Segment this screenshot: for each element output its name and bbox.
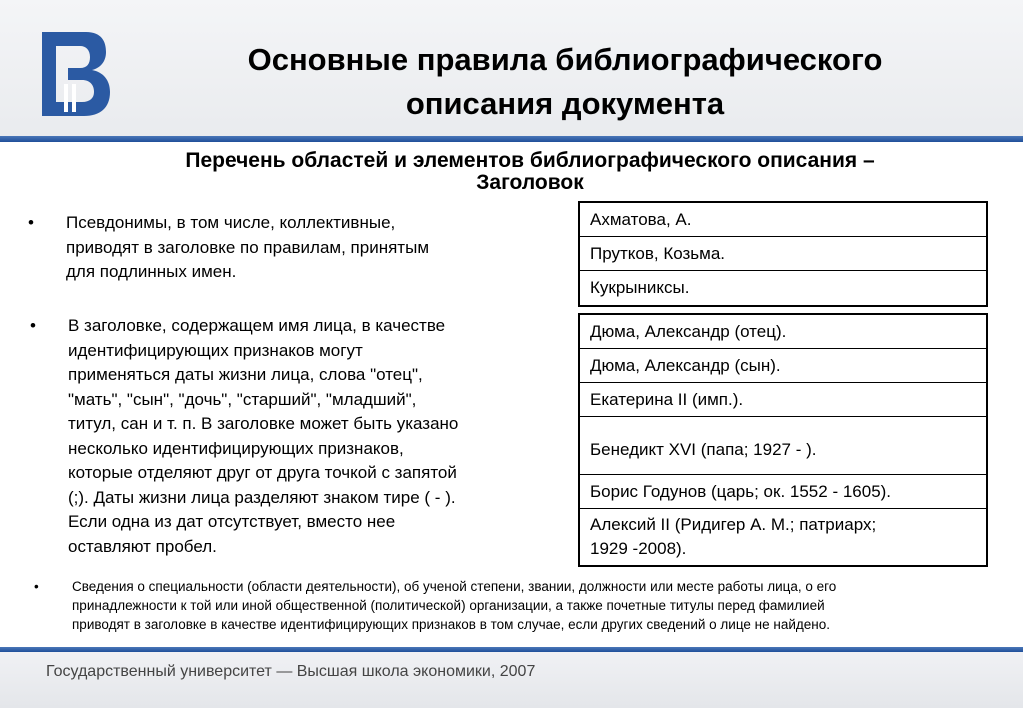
identifier-examples-box [578, 313, 988, 567]
text-line: идентифицирующих признаков могут [68, 340, 363, 360]
title-line: Основные правила библиографического [247, 42, 883, 77]
bullet-marker: • [30, 316, 36, 335]
example-cell: Кукрыниксы. [590, 278, 690, 297]
hse-logo-icon [40, 32, 112, 116]
title-line: описания документа [405, 86, 725, 121]
text-line: несколько идентифицирующих признаков, [68, 438, 404, 458]
example-cell [580, 315, 986, 349]
text-line: титул, сан и т. п. В заголовке может быть указано [68, 414, 459, 433]
bullet-identifiers [30, 314, 568, 559]
subtitle-line: Заголовок [476, 171, 584, 194]
text-line: В заголовке, содержащем имя лица, в качестве [68, 316, 446, 335]
example-cell [580, 383, 986, 417]
example-text: Борис Годунов (царь; ок. 1552 - 1605). [590, 481, 892, 501]
text-line: приводят в заголовке в качестве идентифицирующих признаков в том случае, если других сведений о лице не найдено. [72, 617, 830, 632]
page-title [140, 38, 990, 126]
text-line: которые отделяют друг от друга точкой с запятой [68, 463, 457, 482]
text-line: Псевдонимы, в том числе, коллективные, [66, 213, 396, 232]
text-line: (;). Даты жизни лица разделяют знаком тире ( - ). [68, 487, 456, 507]
example-cell [580, 349, 986, 383]
footer-text: Государственный университет — Высшая школа экономики, 2007 [46, 663, 536, 680]
text-line: Если одна из дат отсутствует, вместо нее [68, 512, 396, 531]
header-divider [0, 136, 1023, 142]
text-line: для подлинных имен. [66, 262, 237, 281]
section-subtitle [80, 150, 980, 194]
subtitle-line: Перечень областей и элементов библиографического описания – [185, 149, 875, 172]
pseudonym-examples-box [578, 201, 988, 307]
text-line: принадлежности к той или иной общественной (политической) организации, а также почетные титулы перед фамилией [72, 598, 825, 613]
example-cell: Прутков, Козьма. [580, 237, 986, 271]
example-cell: Ахматова, А. [580, 203, 986, 237]
example-text: 1929 -2008). [590, 539, 687, 558]
bullet-marker: • [34, 579, 39, 594]
bullet-specialty-info [34, 577, 992, 634]
text-line: Сведения о специальности (области деятельности), об ученой степени, звании, должности или месте работы лица, о его [72, 579, 837, 594]
example-cell [580, 509, 986, 565]
bullet-pseudonyms [28, 211, 546, 285]
text-line: приводят в заголовке по правилам, принятым [66, 237, 430, 257]
example-text: Алексий II (Ридигер А. М.; патриарх; [590, 515, 877, 534]
bullet-marker: • [28, 213, 34, 232]
example-cell [580, 417, 986, 475]
example-text: Дюма, Александр (сын). [590, 355, 781, 375]
example-text: Екатерина II (имп.). [590, 389, 744, 409]
example-text: Бенедикт XVI (папа; 1927 - ). [590, 439, 817, 459]
text-line: применяться даты жизни лица, слова "отец", [68, 365, 423, 384]
example-text: Дюма, Александр (отец). [590, 321, 787, 341]
text-line: оставляют пробел. [68, 536, 217, 556]
example-cell [580, 475, 986, 509]
text-line: "мать", "сын", "дочь", "старший", "младший", [68, 389, 417, 409]
